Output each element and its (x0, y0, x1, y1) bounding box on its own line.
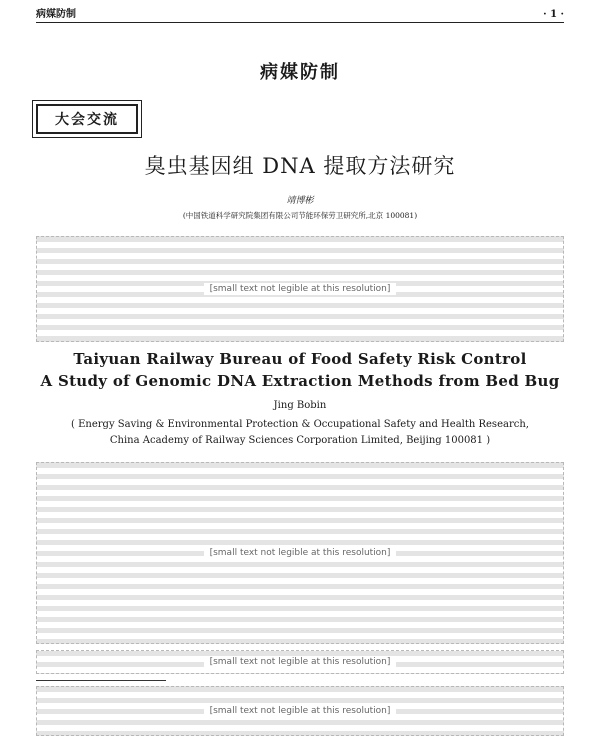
section-tag: 大会交流 (36, 104, 138, 134)
article-title-en: A Study of Genomic DNA Extraction Methods from Bed Bug (40, 372, 560, 390)
running-header-page-number: · 1 · (543, 9, 564, 20)
illegible-note: [small text not legible at this resolution] (204, 656, 397, 668)
body-text-illegible (36, 650, 564, 674)
abstract-zh-illegible (36, 236, 564, 342)
header-rule (36, 22, 564, 23)
illegible-note: [small text not legible at this resolution] (204, 283, 397, 295)
author-zh: 靖博彬 (286, 196, 314, 206)
abstract-en-illegible (36, 462, 564, 644)
illegible-note: [small text not legible at this resolution] (204, 547, 397, 559)
affiliation-en-line2: China Academy of Railway Sciences Corporation Limited, Beijing 100081 ) (109, 435, 491, 446)
footnotes-illegible (36, 686, 564, 736)
running-header (36, 6, 564, 20)
footnote-rule (36, 680, 166, 681)
article-title-zh: 臭虫基因组 DNA 提取方法研究 (144, 154, 456, 178)
affiliation-en-line1: ( Energy Saving & Environmental Protection & Occupational Safety and Health Research, (71, 419, 529, 430)
conference-title-en: Taiyuan Railway Bureau of Food Safety Risk Control (73, 350, 527, 368)
column-title: 病媒防制 (260, 62, 340, 83)
running-header-journal: 病媒防制 (36, 9, 76, 20)
author-en: Jing Bobin (273, 400, 327, 411)
affiliation-zh: (中国铁道科学研究院集团有限公司节能环保劳卫研究所,北京 100081) (182, 211, 418, 220)
illegible-note: [small text not legible at this resolution] (204, 705, 397, 717)
